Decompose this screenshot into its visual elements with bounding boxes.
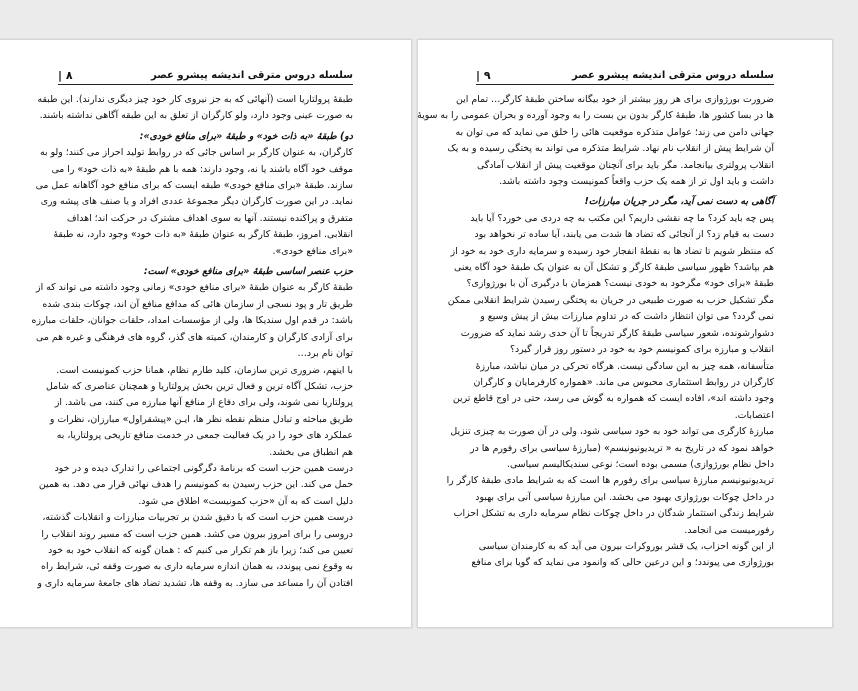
text-line: توان نام برد… (297, 348, 353, 360)
right-page (417, 39, 833, 628)
page-number-value: ۹ (483, 68, 491, 82)
text-line: طبقهٔ پرولتاریا است (آنهائی که به جز نیروی کار خود چیز دیگری ندارند). این طبقه (37, 94, 353, 105)
text-line: هم انطباق می بخشد. (269, 446, 353, 458)
text-line: از این گونه احزاب، یک قشر بوروکرات بیرون می آید که به کارمندان سیاسی (478, 540, 774, 552)
header-title: سلسله دروس مترقی اندیشه پیشرو عصر (571, 69, 774, 81)
text-line: انقلاب و مبارزه برای کمونیسم خود به خود در دستور روز قرار گیرد؟ (509, 344, 774, 356)
header-title: سلسله دروس مترقی اندیشه پیشرو عصر (150, 69, 353, 81)
text-line: داخل نظام بورژوازی) مسمی بوده است؛ نوعی سندیکالیسم سیاسی. (506, 458, 774, 470)
text-line: عملکرد های خود را در یک فعالیت جمعی در خدمت منافع تاریخی پرولتاریا، به (56, 430, 353, 442)
text-line: «برای منافع خودی». (272, 245, 353, 257)
page-body (31, 92, 353, 592)
text-line: دروسی را برای امروز بیرون می کشد. همین حزب است که مسیر روند انقلاب را (41, 528, 353, 540)
text-line: تعیین می کند؛ زیرا باز هم تکرار می کنیم که : همان گونه که انقلاب خود به خود (48, 544, 353, 556)
text-line: موقف خود آگاه باشند یا نه، وجود دارند: همه با هم طبقهٔ «به ذات خود» را می (51, 163, 353, 175)
text-line: مگر تشکیل حزب به صورت طبیعی در جریان به پختگی رسیدن شرایط انقلابی ممکن (447, 294, 774, 306)
text-line: وجود داشته اند»، افاده ایست که همواره به گوش می رسد، حتی در اوج قاطع ترین (452, 393, 774, 405)
page-number: ۸ | (58, 68, 73, 82)
text-line: آن شرایط پیش از انقلاب نام نهاد. شرایط متذکره می تواند به پختگی رسیده و به یک (447, 143, 774, 155)
text-line: به صورت عینی وجود دارد، ولو کارگران از تعلق به این طبقه آگاهی نداشته باشند. (39, 110, 353, 122)
text-line: طبقهٔ «برای خود» مگرخود به خودی نیست؟ همزمان با درگیری آن با بورژوازی؟ (466, 278, 774, 290)
left-page (0, 39, 412, 628)
section-heading: آگاهی به دست نمی آید، مگر در جریان مبارزات! (584, 196, 774, 208)
text-line: کارگران، به عنوان کارگر بر اساس جائی که در روابط تولید احراز می کنند؛ ولو به (39, 147, 353, 159)
text-line: متأسفانه، همه چیز به این سادگی نیست. هرگاه تحرکی در میان نباشد، مبارزهٔ (475, 360, 774, 372)
text-line: نمی گردد؟ می توان انتظار داشت که در تداوم مبارزات بیش از پیش وسیع و (480, 311, 774, 323)
text-line: هم بپاشد؟ ظهور سیاسی طبقهٔ کارگر و تشکل آن به عنوان یک طبقهٔ خود آگاه یعنی (454, 262, 774, 274)
text-line: طریق تار و پود نسجی از سازمان هائی که مدافع منافع آن اند، چوکات بندی شده (42, 298, 353, 310)
text-line: درست همین حزب است که برنامهٔ دگرگونی اجتماعی را تدارک دیده و در خود (54, 462, 353, 474)
text-line: افتادن آن را مساعد می سازد. به وقفه ها، تشدید تضاد های جامعهٔ سرمایه داری و (37, 577, 353, 589)
page-body (417, 92, 774, 572)
page-number: ۹ | (476, 68, 491, 82)
text-line: اعتصابات. (734, 409, 774, 421)
text-line: دشوارشونده، شعور سیاسی طبقهٔ کارگر تدریجاً تا آن حدی رشد نماید که ضرورت (460, 327, 774, 339)
text-line: برای آزادی کارگران و کارمندان، کمیته های گذر، گروه های فرهنگی و غیره هم می (36, 331, 353, 343)
text-line: نماید. در این صورت کارگران دیگر مجموعهٔ عددی افراد و یا صنف های پیشه وری (40, 196, 353, 208)
text-line: بورژوازی می پیوندد؛ و این درعین حالی که وانمود می نماید که گویا برای منافع (471, 557, 774, 569)
text-line: کارگران در روابط استثماری محبوس می ماند. «همواره کارفرمایان و کارگران (473, 376, 774, 388)
text-line: دست به قیام زد؟ از آنجائی که تضاد ها شدت می یابند، آیا ساده تر نخواهد بود (474, 229, 774, 241)
text-line: به وقوع نمی پیوندد، به همان اندازه سرمایه داری به صورت وقفه ئی، شرایط راه (41, 561, 353, 573)
text-line: طبقهٔ کارگر به عنوان طبقهٔ «برای منافع خودی» زمانی وجود داشته می تواند که از (36, 282, 353, 294)
text-line: دلیل است که به آن «حزب کمونیست» اطلاق می شود. (138, 495, 353, 507)
text-line: با اینهم، ضروری ترین سازمان، کلید طارم نظام، همانا حزب کمونیست است. (56, 364, 353, 376)
text-line: تریدیونیونیسم مبارزهٔ سیاسی برای رفورم ها است که به شرایط مادی طبقهٔ کارگر را (446, 475, 774, 487)
text-line: مبارزهٔ کارگری می تواند خود به خود سیاسی شود، ولی در آن صورت به چیزی تنزیل (450, 426, 774, 438)
text-line: حزب، تشکل آگاه ترین و فعال ترین بخش پرولتاریا و همچنان عناصری که شامل (46, 380, 353, 392)
text-line: طریق مباحثه و تبادل منظم نقطه نظر ها، ایـن «پیشقراول» مبارزان، نظرات و (49, 413, 353, 425)
text-line: که منتظر شویم تا تضاد ها به نقطهٔ انفجار خود رسیده و سرمایه داری خود به خود از (450, 245, 774, 257)
text-line: سازند. طبقهٔ «برای منافع خودی» طبقه ایست که برای منافع خود آگاهانه عمل می (35, 180, 353, 192)
text-line: انقلابی. امروز، طبقهٔ کارگر به عنوان طبقهٔ «به ذات خود» وجود دارد، نه طبقهٔ (53, 229, 353, 241)
section-heading: دو) طبقهٔ «به ذات خود» و طبقهٔ «برای منافع خودی»: (139, 130, 353, 142)
page-number-value: ۸ (65, 68, 73, 82)
text-line: خواهد نمود که در تاریخ به « تریدیونیونیسم» (مبارزهٔ سیاسی برای رفورم ها در (470, 442, 774, 454)
text-line: پرولتاریا نمی شوند، ولی برای دفاع از منافع آنها مبارزه می کنند، می باشد. از (54, 397, 353, 409)
text-line: درست همین حزب است که با دقیق شدن بر تجربیات مبارزات و انقلابات گذشته، (42, 512, 353, 524)
text-line: رفورمیست می انجامد. (684, 524, 774, 536)
text-line: پس چه باید کرد؟ ما چه نقشی داریم؟ این مکتب به چه دردی می خورد؟ آیا باید (470, 212, 774, 224)
text-line: ها در بسا کشور ها، طبقهٔ کارگر بدون بن بست را به وجود آورده و بحران عمومی را به سویهٔ (417, 110, 774, 122)
page-header (58, 66, 353, 85)
text-line: داشت و باید اول تر از همه یک حزب واقعاً کمونیست وجود داشته باشد. (499, 176, 774, 188)
section-heading: حزب عنصر اساسی طبقهٔ «برای منافع خودی» است: (143, 266, 353, 278)
text-line: انقلاب پرولتری بیانجامد. مگر باید برای آنچنان موقعیت پیش از انقلاب آمادگی (476, 159, 774, 171)
text-line: حمل می کند. این حزب رسیدن به کمونیسم را هدف نهائی قرار می دهد. به همین (38, 479, 353, 491)
text-line: باشد: در قدم اول سندیکا ها، ولی از مؤسسات امداد، حلقات جوانان، حلقات مبارزه (31, 315, 353, 327)
text-line: جهانی دامن می زند؛ عوامل متذکره موقعیت هائی را خلق می نماید که می توان به (455, 126, 774, 138)
text-line: در داخل چوکات بورژوازی بهبود می بخشد. این مبارزهٔ سیاسی آنی برای بهبود (475, 491, 774, 503)
text-line: ضرورت بورژوازی برای هر روز بیشتر از خود بیگانه ساختن طبقهٔ کارگر… تمام این (456, 94, 774, 105)
text-line: شرایط زندگی استثمار شدگان در داخل چوکات نظام سرمایه داری به تشکل احزاب (453, 508, 774, 520)
page-header (476, 66, 774, 85)
text-line: متفرق و پراکنده نیستند. آنها به سوی اهداف مشترک در حرکت اند؛ اهداف (66, 212, 353, 224)
